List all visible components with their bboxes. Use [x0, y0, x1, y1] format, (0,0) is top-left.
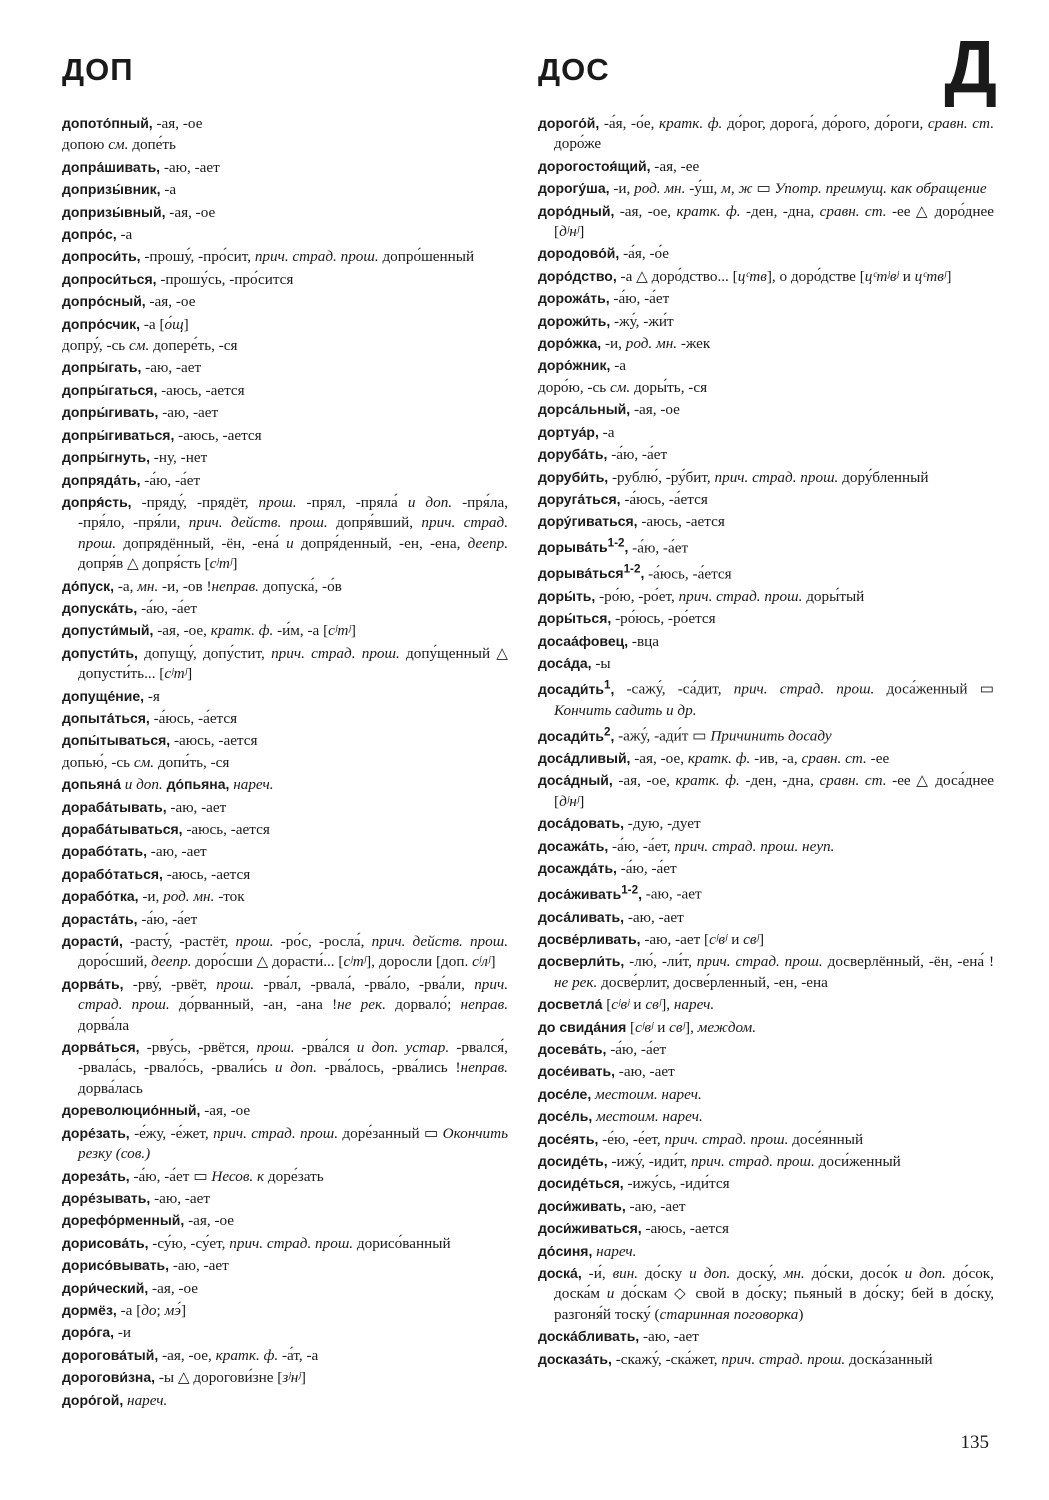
- dictionary-entry: досиде́ть, -ижу́, -иди́т, прич. страд. прош. доси́женный: [538, 1152, 901, 1170]
- dictionary-entry: допью́, -сь см. допи́ть, -ся: [62, 753, 230, 771]
- dictionary-entry: допото́пный, -ая, -ое: [62, 115, 203, 132]
- dictionary-entry: дорожа́ть, -а́ю, -а́ет: [538, 290, 670, 308]
- dictionary-entry: допры́гиваться, -аюсь, -ается: [62, 426, 262, 444]
- dictionary-entry: доса́дливый, -ая, -ое, кратк. ф. -ив, -а, сравн. ст. -ее: [538, 750, 890, 767]
- dictionary-entry: дормёз, -а [до; мэ́]: [62, 1301, 187, 1319]
- dictionary-entry: доро́жник, -а: [538, 357, 627, 375]
- dictionary-entry: допусти́ть, допущу́, допу́стит, прич. страд. прош. допу́щенный △ допусти́ть... [сʲтʲ]: [62, 644, 508, 683]
- dictionary-entry: дорва́ть, -рву́, -рвёт, прош. -рва́л, -рвала́, -рва́ло, -рва́ли, прич. страд. прош. до́рванный, -ан, -ана !не рек. дорвало́; неправ. дорва́ла: [62, 975, 509, 1034]
- dictionary-entry: доры́ть, -ро́ю, -ро́ет, прич. страд. прош. доры́тый: [538, 587, 865, 605]
- dictionary-entry: допыта́ться, -а́юсь, -а́ется: [62, 709, 238, 727]
- dictionary-entry: дорогова́тый, -ая, -ое, кратк. ф. -а́т, -а: [62, 1346, 319, 1364]
- dictionary-entry: досажда́ть, -а́ю, -а́ет: [538, 860, 677, 878]
- dictionary-entry: допы́тываться, -аюсь, -ается: [62, 732, 258, 750]
- dictionary-entry: допризы́вник, -а: [62, 181, 177, 199]
- dictionary-entry: дораста́ть, -а́ю, -а́ет: [62, 910, 198, 928]
- dictionary-entry: дорабо́тка, -и, род. мн. -ток: [62, 888, 245, 906]
- dictionary-entry: дораба́тываться, -аюсь, -ается: [62, 821, 270, 838]
- dictionary-entry: дорса́льный, -ая, -ое: [538, 401, 680, 419]
- dictionary-entry: допро́счик, -а [о́щ]: [62, 315, 189, 333]
- dictionary-entry: $досади́ть^2$, -ажу́, -ади́т ▭ Причинить досаду: [538, 724, 832, 745]
- dictionary-entry: доса́живать$^{1-2}$, -аю, -ает: [538, 883, 702, 904]
- dictionary-entry: дори́ческий, -ая, -ое: [62, 1279, 198, 1297]
- dictionary-entry: допроси́ться, -прошу́сь, -про́сится: [62, 270, 294, 288]
- dictionary-entry: допуска́ть, -а́ю, -а́ет: [62, 599, 197, 617]
- dictionary-entry: допуще́ние, -я: [62, 687, 160, 705]
- running-head-right: ДОС: [538, 52, 610, 87]
- dictionary-entry: допро́сный, -ая, -ое: [62, 293, 196, 311]
- dictionary-entry: дорогови́зна, -ы △ дорогови́зне [зʲнʲ]: [62, 1369, 306, 1387]
- dictionary-entry: доры́ться, -ро́юсь, -ро́ется: [538, 610, 716, 628]
- dictionary-entry: допры́гать, -аю, -ает: [62, 359, 202, 377]
- dictionary-entry: доро́гой, нареч.: [62, 1391, 168, 1409]
- dictionary-entry: допру́, -сь см. допере́ть, -ся: [62, 337, 238, 355]
- dictionary-entry: до свида́ния [сʲвʲ и свʲ], междом.: [538, 1018, 757, 1036]
- dictionary-entry: допряда́ть, -а́ю, -а́ет: [62, 471, 201, 489]
- dictionary-entry: допро́с, -а: [62, 226, 133, 244]
- dictionary-entry: доре́зывать, -аю, -ает: [62, 1189, 210, 1207]
- dictionary-entry: дорефо́рменный, -ая, -ое: [62, 1212, 235, 1230]
- dictionary-entry: доруга́ться, -а́юсь, -а́ется: [538, 490, 708, 508]
- dictionary-entry: допроси́ть, -прошу́, -про́сит, прич. страд. прош. допро́шенный: [62, 248, 475, 266]
- dictionary-entry: дорисова́ть, -су́ю, -су́ет, прич. страд. прош. дорисо́ванный: [62, 1234, 451, 1252]
- dictionary-entry: досветла́ [сʲвʲ и свʲ], нареч.: [538, 996, 715, 1014]
- dictionary-entry: доса́ливать, -аю, -ает: [538, 908, 684, 926]
- dictionary-entry: допря́сть, -пряду́, -прядёт, прош. -прял, -пряла́ и доп. -пря́ла, -пря́ло, -пря́ли, прич. действ. прош. допря́вший, прич. страд. прош. допрядённый, -ён, -ена́ и допря́денный, -ен, -ена, деепр. допря́в △ допря́сть [сʲтʲ]: [62, 493, 509, 573]
- dictionary-entry: допра́шивать, -аю, -ает: [62, 158, 220, 176]
- dictionary-entry: $досади́ть^1$, -сажу́, -са́дит, прич. страд. прош. доса́женный ▭ Кончить садить и др.: [538, 678, 994, 719]
- dictionary-entry: досиде́ться, -ижу́сь, -иди́тся: [538, 1175, 730, 1193]
- dictionary-entry: досажа́ть, -а́ю, -а́ет, прич. страд. прош. неуп.: [538, 837, 835, 855]
- dictionary-entry: допусти́мый, -ая, -ое, кратк. ф. -и́м, -а [сʲтʲ]: [62, 622, 356, 640]
- dictionary-entry: досказа́ть, -скажу́, -ска́жет, прич. страд. прош. доска́занный: [538, 1350, 933, 1368]
- dictionary-entry: дородово́й, -а́я, -о́е: [538, 245, 670, 263]
- dictionary-entry: доро́га, -и: [62, 1324, 132, 1342]
- dictionary-entry: допры́гивать, -аю, -ает: [62, 404, 219, 422]
- dictionary-entry: досверли́ть, -лю́, -ли́т, прич. страд. прош. досверлённый, -ён, -ена́ !не рек. досве́рлит, досве́рленный, -ен, -ена: [538, 953, 995, 991]
- dictionary-entry: дорва́ться, -рву́сь, -рвётся, прош. -рва́лся и доп. устар. -рвался́, -рвала́сь, -рвало́сь, -рвали́сь и доп. -рва́лось, -рва́лись !неправ. дорва́лась: [62, 1039, 508, 1097]
- running-head-left: ДОП: [62, 52, 134, 87]
- dictionary-entry: досе́ивать, -аю, -ает: [538, 1063, 675, 1081]
- dictionary-entry: дору́гиваться, -аюсь, -ается: [538, 513, 725, 531]
- dictionary-entry: досе́ль, местоим. нареч.: [538, 1108, 703, 1126]
- left-column: [62, 113, 508, 1412]
- dictionary-entry: $дорыва́ть^{1-2}$, -а́ю, -а́ет: [538, 536, 689, 557]
- dictionary-entry: до́синя, нареч.: [538, 1242, 637, 1260]
- dictionary-entry: дореволюцио́нный, -ая, -ое: [62, 1102, 251, 1120]
- dictionary-entry: доро́дство, -а △ доро́дство... [цᶜтв], о доро́дстве [цᶜтʲвʲ и цᶜтвʲ]: [538, 267, 952, 285]
- dictionary-entry: доска́, -и́, вин. до́ску и доп. доску́, мн. до́ски, досо́к и доп. до́сок, доска́м и до́скам ◇ свой в до́ску; пьяный в до́ску; бей в до́ску, разгоня́й тоску́ (старинная поговорка): [538, 1265, 994, 1323]
- dictionary-entry: дорогостоя́щий, -ая, -ее: [538, 157, 700, 175]
- dictionary-entry: досве́рливать, -аю, -ает [сʲвʲ и свʲ]: [538, 930, 765, 948]
- dictionary-entry: дореза́ть, -а́ю, -а́ет ▭ Несов. к доре́зать: [62, 1167, 324, 1185]
- dictionary-entry: дорисо́вывать, -аю, -ает: [62, 1257, 229, 1275]
- dictionary-entry: доре́зать, -е́жу, -е́жет, прич. страд. прош. доре́занный ▭ Окончить резку (сов.): [62, 1124, 508, 1163]
- dictionary-entry: до́пуск, -а, мн. -и, -ов !неправ. допуска́, -о́в: [62, 577, 342, 595]
- dictionary-entry: дортуа́р, -а: [538, 423, 615, 441]
- section-letter: Д: [944, 25, 997, 108]
- dictionary-entry: дорыва́ться$^{1-2}$, -а́юсь, -а́ется: [538, 562, 732, 583]
- dictionary-entry: допою см. допе́ть: [62, 136, 176, 154]
- dictionary-entry: доси́живаться, -аюсь, -ается: [538, 1220, 729, 1238]
- dictionary-entry: доруби́ть, -рублю́, -ру́бит, прич. страд. прош. дору́бленный: [538, 468, 929, 486]
- dictionary-entry: дорабо́таться, -аюсь, -ается: [62, 865, 251, 883]
- dictionary-entry: дорабо́тать, -аю, -ает: [62, 843, 207, 861]
- dictionary-entry: доро́жка, -и, род. мн. -жек: [538, 335, 711, 353]
- dictionary-entry: досаа́фовец, -вца: [538, 632, 660, 650]
- dictionary-entry: доска́бливать, -аю, -ает: [538, 1328, 699, 1346]
- dictionary-entry: доси́живать, -аю, -ает: [538, 1197, 686, 1215]
- dictionary-entry: дорогу́ша, -и, род. мн. -у́ш, м, ж ▭ Употр. преимущ. как обращение: [538, 180, 987, 198]
- dictionary-entry: дорасти́, -расту́, -растёт, прош. -ро́с, -росла́, прич. действ. прош. доро́сший, деепр. доро́сши △ дорасти́... [сʲтʲ], доросли [доп. сʲлʲ]: [62, 933, 508, 971]
- dictionary-entry: допризы́вный, -ая, -ое: [62, 203, 216, 221]
- dictionary-entry: дорого́й, -а́я, -о́е, кратк. ф. до́рог, дорога́, до́рого, до́роги, сравн. ст. доро́же: [538, 115, 994, 153]
- right-column: [538, 113, 994, 1371]
- dictionary-entry: допры́гаться, -аюсь, -ается: [62, 381, 245, 399]
- dictionary-entry: доса́да, -ы: [538, 655, 611, 673]
- dictionary-entry: допры́гнуть, -ну, -нет: [62, 449, 208, 467]
- dictionary-entry: дораба́тывать, -аю, -ает: [62, 798, 227, 816]
- dictionary-entry: досе́ле, местоим. нареч.: [538, 1085, 702, 1103]
- dictionary-entry: досе́ять, -е́ю, -е́ет, прич. страд. прош. досе́янный: [538, 1130, 864, 1148]
- dictionary-entry: допьяна́ и доп. до́пьяна, нареч.: [62, 776, 274, 794]
- dictionary-entry: доса́дный, -ая, -ое, кратк. ф. -ден, -дна, сравн. ст. -ее △ доса́днее [дʲнʲ]: [538, 772, 994, 810]
- dictionary-entry: доро́дный, -ая, -ое, кратк. ф. -ден, -дна, сравн. ст. -ее △ доро́днее [дʲнʲ]: [538, 202, 994, 241]
- dictionary-entry: дорожи́ть, -жу́, -жи́т: [538, 312, 674, 330]
- dictionary-entry: доро́ю, -сь см. доры́ть, -ся: [538, 378, 708, 396]
- dictionary-entry: доруба́ть, -а́ю, -а́ет: [538, 446, 668, 464]
- dictionary-entry: доса́довать, -дую, -дует: [538, 815, 701, 833]
- page-number: 135: [960, 1432, 989, 1453]
- dictionary-entry: досева́ть, -а́ю, -а́ет: [538, 1040, 667, 1058]
